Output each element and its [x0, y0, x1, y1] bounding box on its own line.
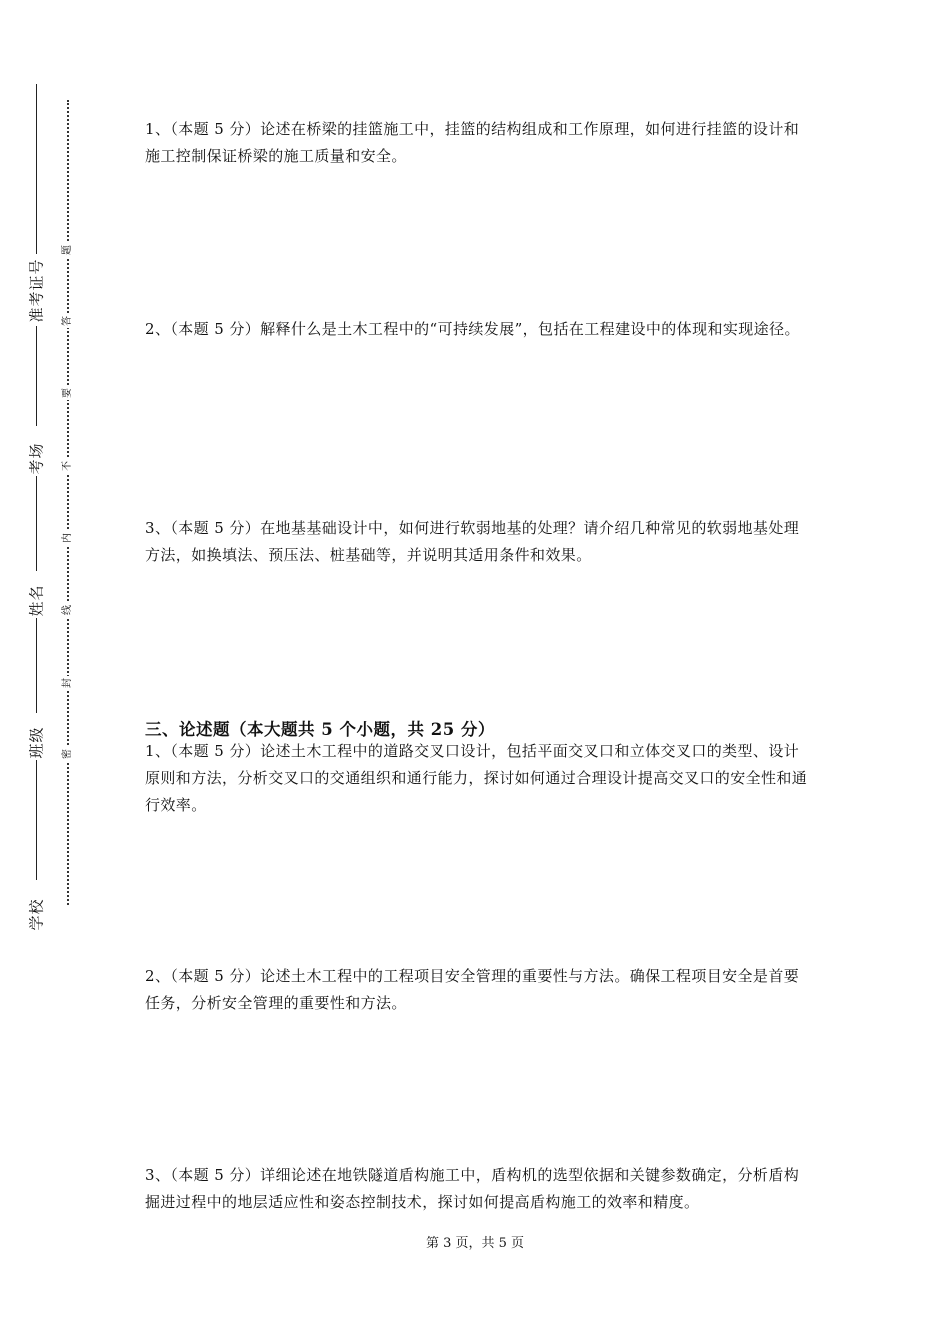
question-text: 3、（本题 5 分）详细论述在地铁隧道盾构施工中，盾构机的选型依据和关键参数确定，分析盾构掘进过程中的地层适应性和姿态控制技术，探讨如何提高盾构施工的效率和精度。: [145, 1166, 800, 1211]
binding-line-5: [36, 760, 37, 880]
question-text: 2、（本题 5 分）解释什么是土木工程中的“可持续发展”，包括在工程建设中的体现和实现途径。: [145, 320, 800, 338]
binding-line-4: [36, 618, 37, 713]
question-text: 2、（本题 5 分）论述土木工程中的工程项目安全管理的重要性与方法。确保工程项目安全是首要任务，分析安全管理的重要性和方法。: [145, 967, 800, 1012]
binding-line-3: [36, 476, 37, 571]
binding-label-exam-room: 考场: [27, 442, 46, 475]
seal-char: 不: [62, 461, 73, 471]
binding-line-1: [36, 84, 37, 254]
binding-label-name: 姓名: [27, 584, 46, 617]
binding-label-school: 学校: [27, 898, 46, 931]
binding-label-exam-number: 准考证号: [27, 258, 46, 323]
binding-line-2: [36, 326, 37, 426]
question-text: 1、（本题 5 分）论述土木工程中的道路交叉口设计，包括平面交叉口和立体交叉口的类型、设计原则和方法，分析交叉口的交通组织和通行能力，探讨如何通过合理设计提高交叉口的安全性和通行效率。: [145, 742, 808, 814]
seal-char: 线: [62, 605, 73, 615]
seal-char: 密: [62, 749, 73, 759]
seal-char: 题: [62, 245, 73, 255]
seal-dotted-line: [67, 100, 69, 905]
binding-label-class: 班级: [27, 726, 46, 759]
question-text: 3、（本题 5 分）在地基基础设计中，如何进行软弱地基的处理？请介绍几种常见的软弱地基处理方法，如换填法、预压法、桩基础等，并说明其适用条件和效果。: [145, 519, 800, 564]
seal-char: 封: [62, 678, 73, 688]
seal-char: 要: [62, 388, 73, 398]
seal-char: 内: [62, 533, 73, 543]
question-text: 1、（本题 5 分）论述在桥梁的挂篮施工中，挂篮的结构组成和工作原理，如何进行挂篮的设计和施工控制保证桥梁的施工质量和安全。: [145, 120, 800, 165]
section-title: 三、论述题（本大题共 5 个小题，共 25 分）: [145, 720, 495, 739]
seal-char: 答: [62, 316, 73, 326]
page-number: 第 3 页，共 5 页: [425, 1236, 525, 1251]
